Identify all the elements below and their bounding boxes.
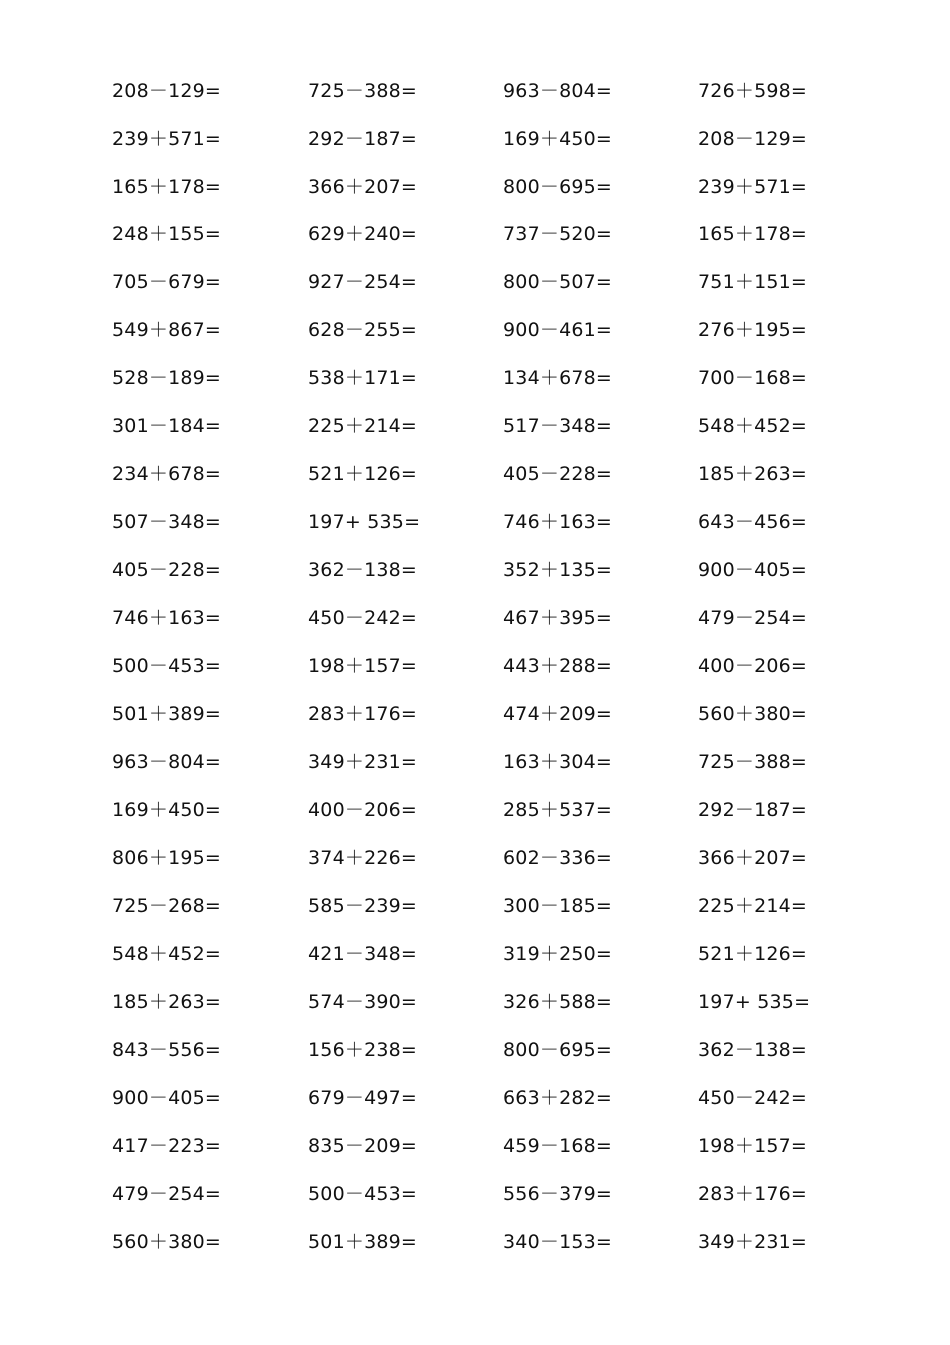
math-problem: 234＋678= xyxy=(112,463,222,485)
math-problem: 500－453= xyxy=(308,1183,418,1205)
math-problem: 197+ 535= xyxy=(698,991,811,1013)
math-problem: 700－168= xyxy=(698,367,808,389)
math-problem: 751＋151= xyxy=(698,271,808,293)
math-problem: 459－168= xyxy=(503,1135,613,1157)
math-problem: 352＋135= xyxy=(503,559,613,581)
math-problem: 134＋678= xyxy=(503,367,613,389)
math-problem: 479－254= xyxy=(698,607,808,629)
math-problem: 800－507= xyxy=(503,271,613,293)
math-problem: 366＋207= xyxy=(308,176,418,198)
math-problem: 417－223= xyxy=(112,1135,222,1157)
math-problem: 517－348= xyxy=(503,415,613,437)
math-problem: 800－695= xyxy=(503,176,613,198)
math-problem: 362－138= xyxy=(308,559,418,581)
math-problem: 443＋288= xyxy=(503,655,613,677)
math-problem: 165＋178= xyxy=(112,176,222,198)
math-problem: 292－187= xyxy=(698,799,808,821)
math-problem: 843－556= xyxy=(112,1039,222,1061)
math-problem: 163＋304= xyxy=(503,751,613,773)
math-problem: 165＋178= xyxy=(698,223,808,245)
math-problem: 726＋598= xyxy=(698,80,808,102)
math-problem: 521＋126= xyxy=(308,463,418,485)
math-problem: 500－453= xyxy=(112,655,222,677)
math-problem: 349＋231= xyxy=(308,751,418,773)
math-problem: 521＋126= xyxy=(698,943,808,965)
math-problem: 450－242= xyxy=(308,607,418,629)
math-problem: 528－189= xyxy=(112,367,222,389)
math-problem: 501＋389= xyxy=(112,703,222,725)
math-problem: 239＋571= xyxy=(112,128,222,150)
math-problem: 319＋250= xyxy=(503,943,613,965)
math-problem: 679－497= xyxy=(308,1087,418,1109)
math-problem: 501＋389= xyxy=(308,1231,418,1253)
math-problem: 405－228= xyxy=(503,463,613,485)
math-problem: 349＋231= xyxy=(698,1231,808,1253)
math-problem: 208－129= xyxy=(112,80,222,102)
math-problem: 248＋155= xyxy=(112,223,222,245)
math-problem: 963－804= xyxy=(503,80,613,102)
math-problem: 197+ 535= xyxy=(308,511,421,533)
math-problem: 301－184= xyxy=(112,415,222,437)
math-problem: 725－388= xyxy=(698,751,808,773)
math-problem: 835－209= xyxy=(308,1135,418,1157)
math-problem: 474＋209= xyxy=(503,703,613,725)
math-problem: 479－254= xyxy=(112,1183,222,1205)
math-problem: 400－206= xyxy=(308,799,418,821)
math-problem: 208－129= xyxy=(698,128,808,150)
math-problem: 400－206= xyxy=(698,655,808,677)
math-problem: 705－679= xyxy=(112,271,222,293)
math-problem: 737－520= xyxy=(503,223,613,245)
math-problem: 300－185= xyxy=(503,895,613,917)
math-problem: 900－405= xyxy=(112,1087,222,1109)
math-problem: 169＋450= xyxy=(112,799,222,821)
math-problem: 185＋263= xyxy=(112,991,222,1013)
math-problem: 421－348= xyxy=(308,943,418,965)
math-problem: 560＋380= xyxy=(698,703,808,725)
math-problem: 574－390= xyxy=(308,991,418,1013)
math-problem: 340－153= xyxy=(503,1231,613,1253)
math-problem: 507－348= xyxy=(112,511,222,533)
math-problem: 366＋207= xyxy=(698,847,808,869)
math-problem: 198＋157= xyxy=(308,655,418,677)
math-problem: 185＋263= xyxy=(698,463,808,485)
math-problem: 560＋380= xyxy=(112,1231,222,1253)
math-problem: 549＋867= xyxy=(112,319,222,341)
math-problem: 963－804= xyxy=(112,751,222,773)
math-problem: 450－242= xyxy=(698,1087,808,1109)
math-problem: 900－461= xyxy=(503,319,613,341)
math-problem: 362－138= xyxy=(698,1039,808,1061)
math-problem: 585－239= xyxy=(308,895,418,917)
math-problem: 548＋452= xyxy=(112,943,222,965)
math-problem: 629＋240= xyxy=(308,223,418,245)
math-problem: 292－187= xyxy=(308,128,418,150)
math-problem: 225＋214= xyxy=(308,415,418,437)
math-problem: 285＋537= xyxy=(503,799,613,821)
math-problem: 746＋163= xyxy=(112,607,222,629)
math-problem: 326＋588= xyxy=(503,991,613,1013)
math-problem: 628－255= xyxy=(308,319,418,341)
math-problem: 538＋171= xyxy=(308,367,418,389)
math-problem: 663＋282= xyxy=(503,1087,613,1109)
math-problem: 156＋238= xyxy=(308,1039,418,1061)
math-problem: 283＋176= xyxy=(698,1183,808,1205)
math-problem: 556－379= xyxy=(503,1183,613,1205)
math-problem: 806＋195= xyxy=(112,847,222,869)
math-problem: 405－228= xyxy=(112,559,222,581)
math-problem: 169＋450= xyxy=(503,128,613,150)
math-problem: 374＋226= xyxy=(308,847,418,869)
math-problem: 602－336= xyxy=(503,847,613,869)
math-problem: 900－405= xyxy=(698,559,808,581)
math-problem: 548＋452= xyxy=(698,415,808,437)
math-problem: 746＋163= xyxy=(503,511,613,533)
math-problem: 643－456= xyxy=(698,511,808,533)
math-problem: 225＋214= xyxy=(698,895,808,917)
math-problem: 198＋157= xyxy=(698,1135,808,1157)
math-problem: 927－254= xyxy=(308,271,418,293)
math-problem: 725－388= xyxy=(308,80,418,102)
math-problem: 467＋395= xyxy=(503,607,613,629)
math-problem: 800－695= xyxy=(503,1039,613,1061)
math-problem: 283＋176= xyxy=(308,703,418,725)
math-problem: 276＋195= xyxy=(698,319,808,341)
math-problem: 725－268= xyxy=(112,895,222,917)
math-problem: 239＋571= xyxy=(698,176,808,198)
